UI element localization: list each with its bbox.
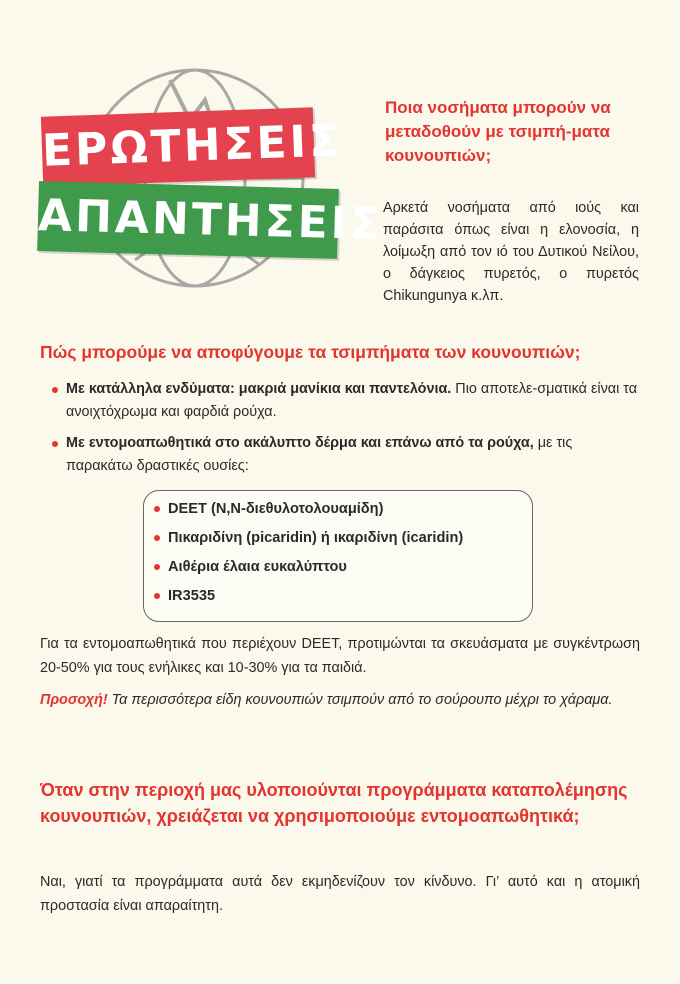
bullet-icon — [154, 506, 160, 512]
bullet-icon — [52, 387, 58, 393]
answers-label: ΑΠΑΝΤΗΣΕΙΣ — [37, 181, 339, 259]
substance-item: Αιθέρια έλαια ευκαλύπτου — [154, 553, 532, 582]
caution-word: Προσοχή! — [40, 692, 108, 708]
qa-logo — [30, 60, 384, 310]
list-item-strong: Με κατάλληλα ενδύματα: μακριά μανίκια και παντελόνια. — [66, 381, 452, 397]
caution-text: Τα περισσότερα είδη κουνουπιών τσιμπούν από το σούρουπο μέχρι το χάραμα. — [107, 692, 613, 708]
question-3-answer: Ναι, γιατί τα προγράμματα αυτά δεν εκμηδενίζουν τον κίνδυνο. Γι’ αυτό και η ατομική προστασία είναι απαραίτητη. — [40, 874, 640, 914]
caution-note — [40, 688, 640, 712]
substance-item: DEET (N,N-διεθυλοτολουαμίδη) — [154, 495, 532, 524]
list-item-strong: Με εντομοαπωθητικά στο ακάλυπτο δέρμα και επάνω από τα ρούχα, — [66, 435, 534, 451]
bullet-icon — [154, 564, 160, 570]
bullet-icon — [154, 535, 160, 541]
substances-box — [143, 490, 533, 622]
questions-label: ΕΡΩΤΗΣΕΙΣ — [41, 107, 315, 186]
bullet-icon — [52, 441, 58, 447]
list-item — [52, 432, 642, 478]
question-2-title: Πώς μπορούμε να αποφύγουμε τα τσιμπήματα των κουνουπιών; — [40, 342, 581, 362]
substance-item: IR3535 — [154, 582, 532, 611]
question-3-title: Όταν στην περιοχή μας υλοποιούνται προγράμματα καταπολέμησης κουνουπιών, χρειάζεται να χρησιμοποιούμε εντομοαπωθητικά; — [40, 780, 628, 826]
deet-note: Για τα εντομοαπωθητικά που περιέχουν DEET, προτιμώνται τα σκευάσματα με συγκέντρωση 20-50% για τους ενήλικες και 10-30% για τα παιδιά. — [40, 636, 640, 676]
list-item-text: με τις παρακάτω δραστικές ουσίες: — [66, 435, 573, 474]
bullet-icon — [154, 593, 160, 599]
question-1-answer: Αρκετά νοσήματα από ιούς και παράσιτα όπως είναι η ελονοσία, η λοίμωξη από τον ιό του Δυτικού Νείλου, ο δάγκειος πυρετός, ο πυρετός Chikungunya κ.λπ. — [383, 200, 639, 304]
list-item — [52, 378, 642, 424]
list-item-text: Πιο αποτελε-σματικά είναι τα ανοιχτόχρωμα και φαρδιά ρούχα. — [66, 381, 638, 420]
protection-list — [52, 378, 642, 486]
question-1-title: Ποια νοσήματα μπορούν να μεταδοθούν με τσιμπή-ματα κουνουπιών; — [385, 98, 611, 165]
substance-item: Πικαριδίνη (picaridin) ή ικαριδίνη (icaridin) — [154, 524, 532, 553]
